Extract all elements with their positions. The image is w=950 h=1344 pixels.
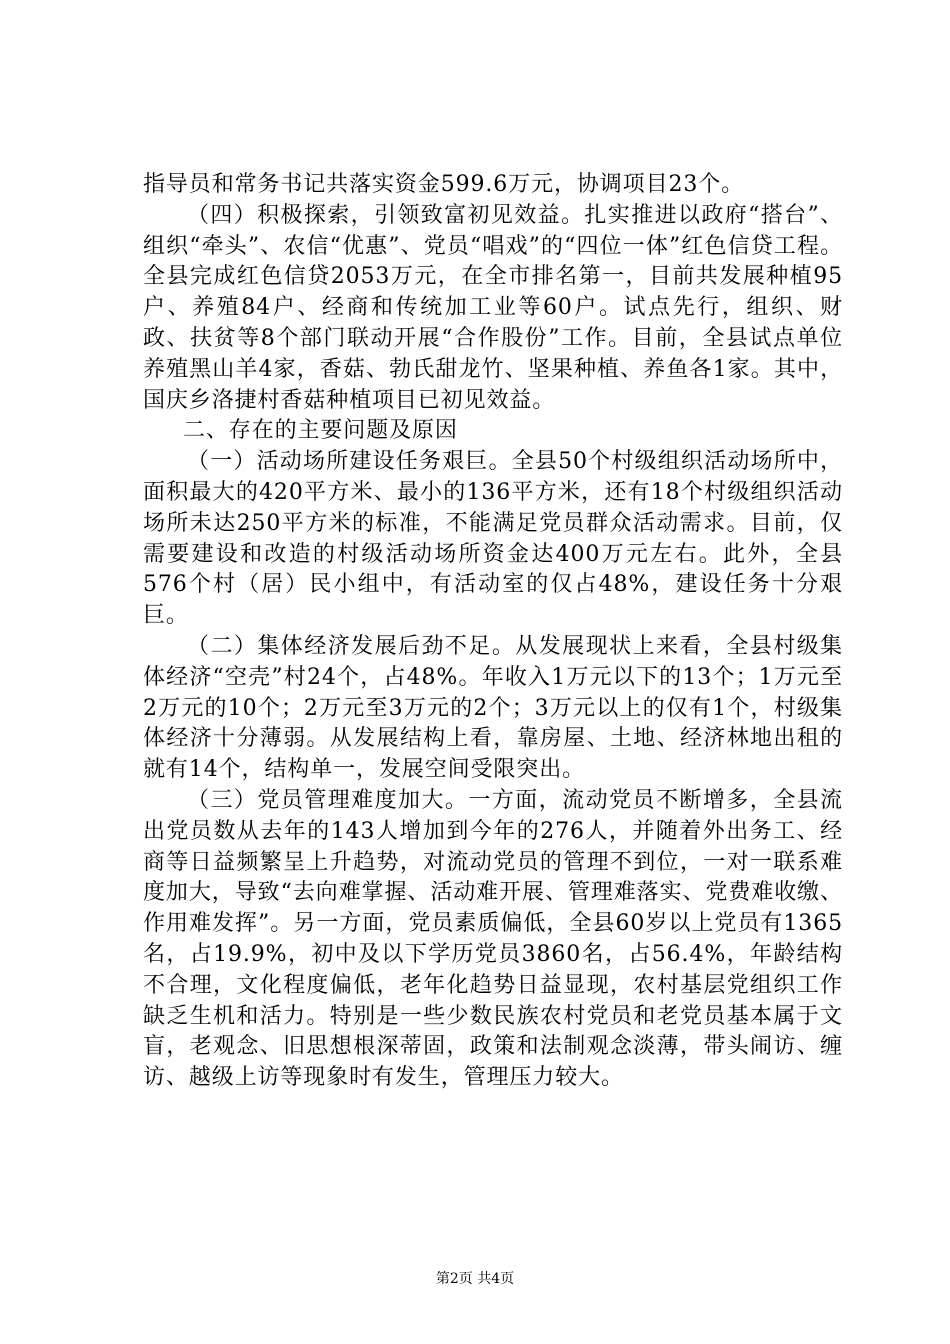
paragraph-problem-one: （一）活动场所建设任务艰巨。全县50个村级组织活动场所中，面积最大的420平方米、最小的136平方米，还有18个村级组织活动场所未达250平方米的标准，不能满足党员群众活动需求。目前，仅需要建设和改造的村级活动场所资金达400万元左右。此外，全县576个村（居）民小组中，有活动室的仅占48%，建设任务十分艰巨。: [143, 449, 843, 629]
page-footer: 第2页 共4页: [435, 1271, 515, 1287]
paragraph-continuation: 指导员和常务书记共落实资金599.6万元，协调项目23个。: [143, 172, 745, 197]
document-body: [143, 170, 843, 1094]
paragraph-problem-two: （二）集体经济发展后劲不足。从发展现状上来看，全县村级集体经济“空壳”村24个，占48%。年收入1万元以下的13个；1万元至2万元的10个；2万元至3万元的2个；3万元以上的仅有1个，村级集体经济十分薄弱。从发展结构上看，靠房屋、土地、经济林地出租的就有14个，结构单一，发展空间受限突出。: [143, 633, 843, 783]
heading-problems-and-causes: 二、存在的主要问题及原因: [183, 418, 458, 444]
paragraph-problem-three: （三）党员管理难度加大。一方面，流动党员不断增多，全县流出党员数从去年的143人增加到今年的276人，并随着外出务工、经商等日益频繁呈上升趋势，对流动党员的管理不到位，一对一联系难度加大，导致“去向难掌握、活动难开展、管理难落实、党费难收缴、作用难发挥”。另一方面，党员素质偏低，全县60岁以上党员有1365名，占19.9%，初中及以下学历党员3860名，占56.4%，年龄结构不合理，文化程度偏低，老年化趋势日益显现，农村基层党组织工作缺乏生机和活力。特别是一些少数民族农村党员和老党员基本属于文盲，老观念、旧思想根深蒂固，政策和法制观念淡薄，带头闹访、缠访、越级上访等现象时有发生，管理压力较大。: [143, 787, 843, 1091]
paragraph-section-four: （四）积极探索，引领致富初见效益。扎实推进以政府“搭台”、组织“牵头”、农信“优惠”、党员“唱戏”的“四位一体”红色信贷工程。全县完成红色信贷2053万元，在全市排名第一，目前共发展种植95户、养殖84户、经商和传统加工业等60户。试点先行，组织、财政、扶贫等8个部门联动开展“合作股份”工作。目前，全县试点单位养殖黑山羊4家，香菇、勃氏甜龙竹、坚果种植、养鱼各1家。其中，国庆乡洛捷村香菇种植项目已初见效益。: [143, 202, 843, 413]
